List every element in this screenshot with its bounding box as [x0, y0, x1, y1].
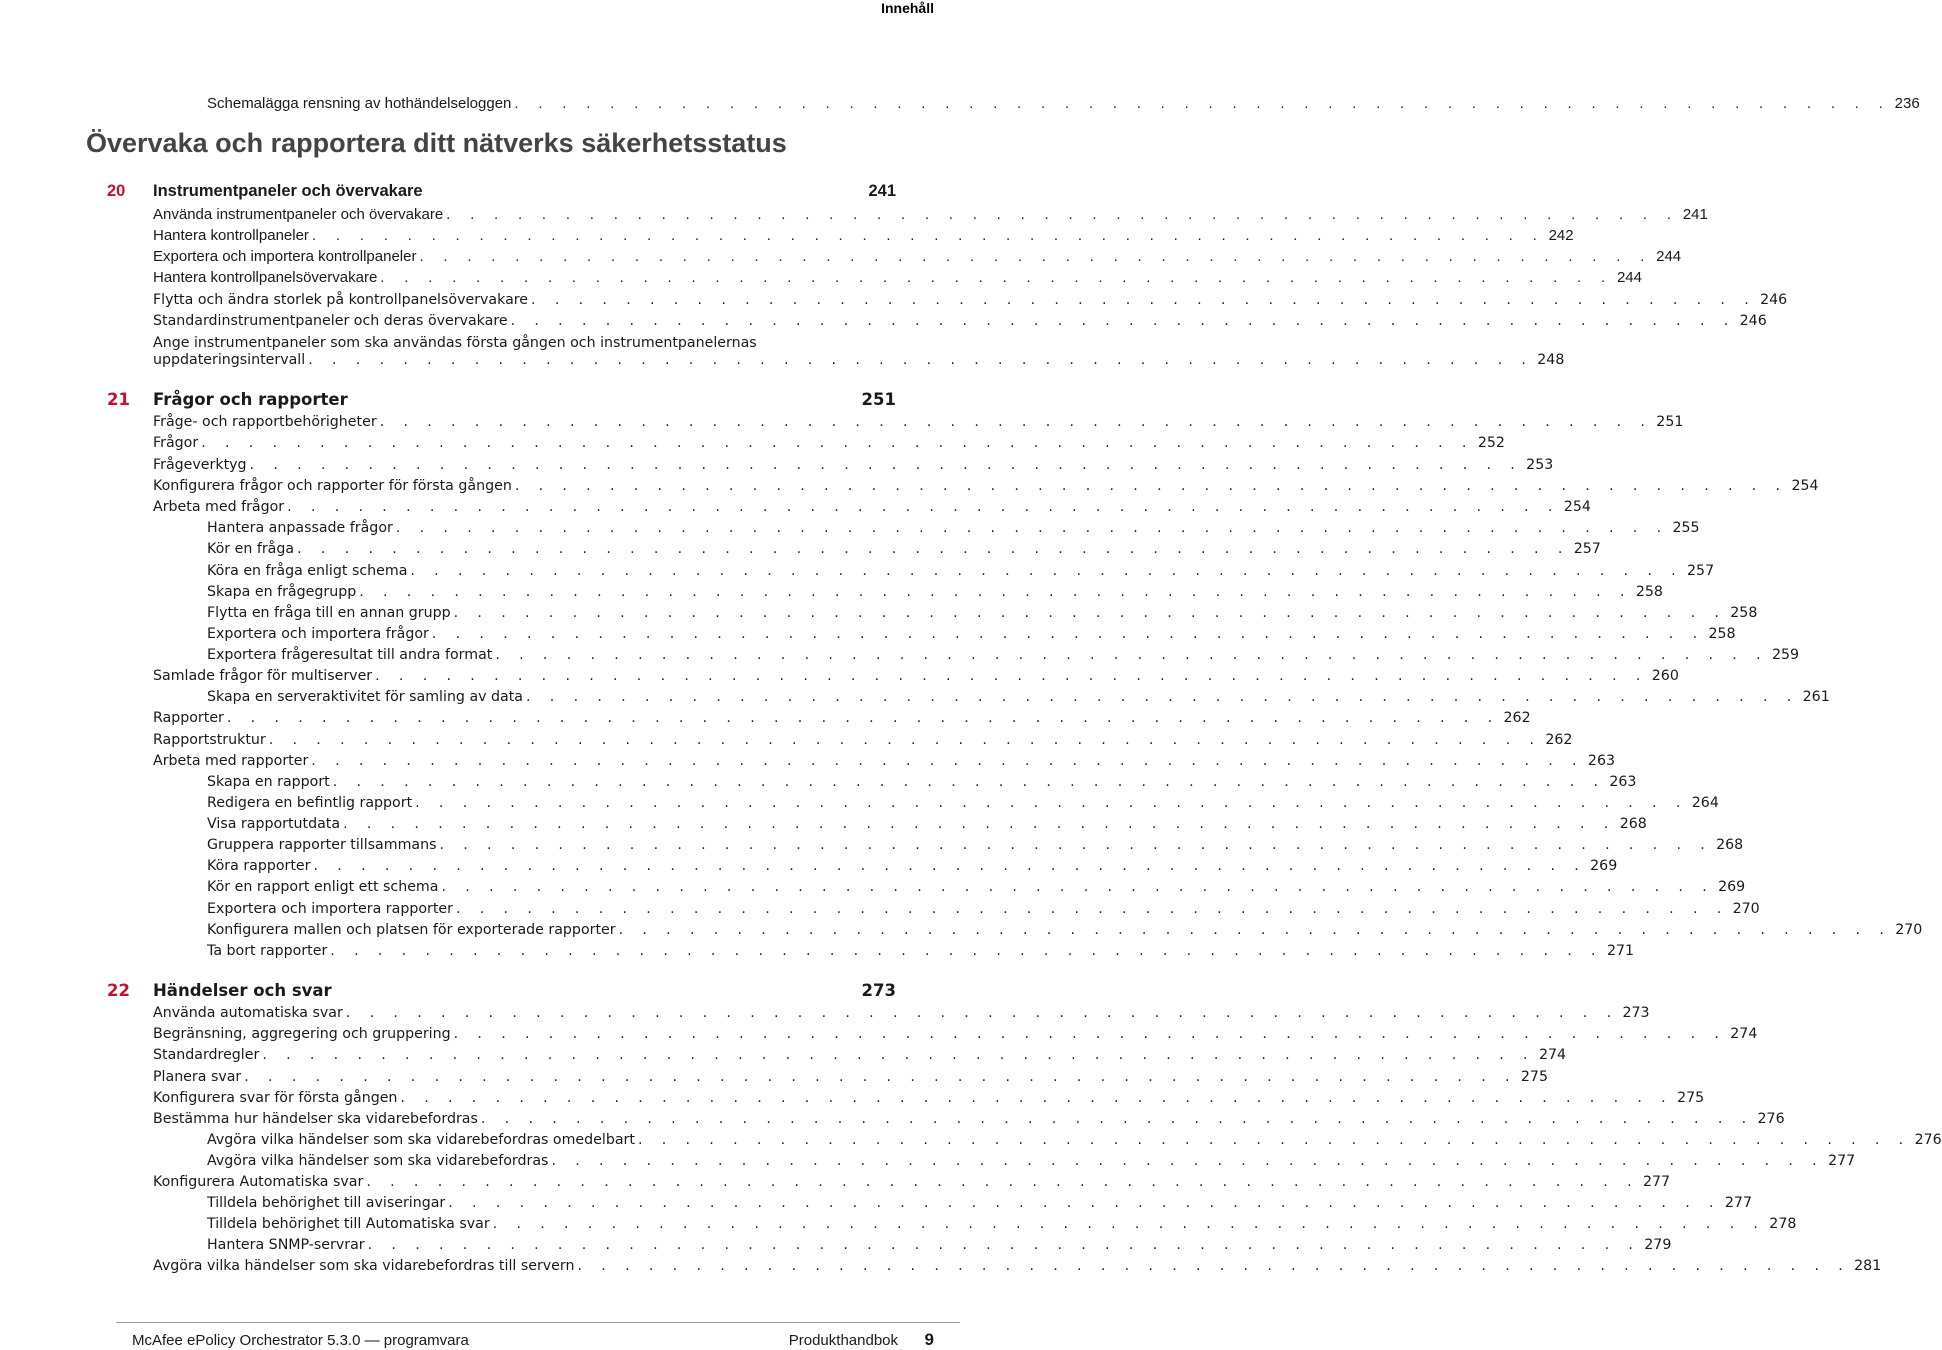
toc-entry-title: Hantera kontrollpanelsövervakare	[153, 269, 378, 286]
toc-entry-title: Hantera SNMP-servrar	[207, 1237, 365, 1253]
toc-entry-page: 269	[1718, 879, 1746, 895]
toc-entry-page: 248	[1537, 352, 1565, 368]
leader-dots: . . . . . . . . . . . . . . . . . . . . . . . . . . . . . . . . . . . . . . . . . . . . . . . . . . . . . .	[514, 478, 1788, 494]
leader-dots: . . . . . . . . . . . . . . . . . . . . . . . . . . . . . . . . . . . . . . . . . . . . . . . . . . . . . .	[201, 435, 1474, 451]
toc-entry[interactable]	[153, 312, 1767, 330]
leader-dots: . . . . . . . . . . . . . . . . . . . . . . . . . . . . . . . . . . . . . . . . . . . . . . . . . . . . . .	[375, 668, 1648, 684]
toc-entry-title: Rapporter	[153, 710, 224, 726]
leader-dots: . . . . . . . . . . . . . . . . . . . . . . . . . . . . . . . . . . . . . . . . . . . . . . . . . . . . . .	[359, 584, 1632, 600]
toc-entry-title: Ta bort rapporter	[207, 943, 328, 959]
toc-entry-page: 236	[1894, 95, 1920, 112]
toc-entry[interactable]	[153, 752, 1616, 770]
toc-entry-title: Avgöra vilka händelser som ska vidarebefordras	[207, 1153, 549, 1169]
toc-entry[interactable]	[207, 794, 1719, 812]
toc-entry[interactable]	[207, 1215, 1797, 1233]
toc-entry-title: Exportera och importera frågor	[207, 626, 429, 642]
chapter-number: 20	[107, 182, 126, 200]
toc-entry-title: Standardinstrumentpaneler och deras övervakare	[153, 313, 508, 329]
leader-dots: . . . . . . . . . . . . . . . . . . . . . . . . . . . . . . . . . . . . . . . . . . . . . . . . . . . . . .	[480, 1111, 1754, 1127]
toc-entry-page: 241	[1682, 206, 1708, 223]
toc-entry-page: 277	[1724, 1195, 1752, 1211]
footer-page-number: 9	[924, 1330, 934, 1349]
toc-entry[interactable]	[207, 815, 1647, 833]
chapter-title: Instrumentpaneler och övervakare	[153, 182, 423, 200]
toc-entry-page: 261	[1802, 689, 1830, 705]
chapter-title: Händelser och svar	[153, 981, 332, 1000]
toc-entry[interactable]	[207, 625, 1736, 643]
part-title: Övervaka och rapportera ditt nätverks säkerhetsstatus	[86, 128, 787, 158]
leader-dots: . . . . . . . . . . . . . . . . . . . . . . . . . . . . . . . . . . . . . . . . . . . . . . . . . . . . . .	[262, 1047, 1535, 1063]
toc-entry-page: 276	[1757, 1111, 1785, 1127]
toc-entry-title-line2: uppdateringsintervall	[153, 352, 306, 368]
running-header: Innehåll	[881, 0, 934, 16]
toc-entry-page: 264	[1691, 795, 1719, 811]
toc-entry-title: Standardregler	[153, 1047, 260, 1063]
toc-entry[interactable]	[153, 1046, 1567, 1064]
chapter-number: 21	[107, 390, 130, 409]
toc-entry[interactable]	[153, 434, 1505, 452]
toc-entry[interactable]	[207, 942, 1635, 960]
toc-entry-title: Kör en rapport enligt ett schema	[207, 879, 439, 895]
toc-entry[interactable]	[207, 1131, 1942, 1149]
toc-entry[interactable]	[153, 206, 1708, 224]
leader-dots: . . . . . . . . . . . . . . . . . . . . . . . . . . . . . . . . . . . . . . . . . . . . . . . . . . . . . .	[410, 563, 1684, 579]
leader-dots: . . . . . . . . . . . . . . . . . . . . . . . . . . . . . . . . . . . . . . . . . . . . . . . . . . . . . .	[367, 1237, 1641, 1253]
toc-entry-title: Använda automatiska svar	[153, 1005, 343, 1021]
leader-dots: . . . . . . . . . . . . . . . . . . . . . . . . . . . . . . . . . . . . . . . . . . . . . . . . . . . . . . . . . .	[514, 95, 1891, 112]
toc-entry[interactable]	[153, 1025, 1758, 1043]
toc-entry-title: Begränsning, aggregering och gruppering	[153, 1026, 451, 1042]
toc-entry[interactable]	[207, 857, 1618, 875]
toc-entry-title: Hantera anpassade frågor	[207, 520, 393, 536]
chapter-heading[interactable]	[107, 981, 896, 1000]
toc-entry[interactable]	[207, 900, 1760, 918]
toc-entry-title: Exportera och importera kontrollpaneler	[153, 248, 417, 265]
toc-entry-title: Köra rapporter	[207, 858, 311, 874]
toc-entry-page: 246	[1760, 292, 1788, 308]
chapter-title: Frågor och rapporter	[153, 390, 348, 409]
leader-dots: . . . . . . . . . . . . . . . . . . . . . . . . . . . . . . . . . . . . . . . . . . . . . . . . . . . .	[510, 313, 1736, 329]
chapter-page: 273	[861, 981, 896, 1000]
toc-entry-page: 274	[1730, 1026, 1758, 1042]
leader-dots: . . . . . . . . . . . . . . . . . . . . . . . . . . . . . . . . . . . . . . . . . . . . . . . . . . . . . .	[249, 457, 1523, 473]
leader-dots: . . . . . . . . . . . . . . . . . . . . . . . . . . . . . . . . . . . . . . . . . . . . . . . . . . . . . .	[287, 499, 1560, 515]
toc-entry-title: Skapa en frågegrupp	[207, 584, 357, 600]
leader-dots: . . . . . . . . . . . . . . . . . . . . . . . . . . . . . . . . . . . . . . . . . . . . . . . . . . . .	[531, 292, 1757, 308]
toc-entry[interactable]	[153, 709, 1531, 727]
toc-entry-page: 279	[1644, 1237, 1672, 1253]
leader-dots: . . . . . . . . . . . . . . . . . . . . . . . . . . . . . . . . . . . . . . . . . . . . . . . . . . . . . .	[345, 1005, 1619, 1021]
toc-entry-title: Exportera och importera rapporter	[207, 901, 453, 917]
toc-entry[interactable]	[153, 1110, 1785, 1128]
toc-entry-title: Arbeta med rapporter	[153, 753, 309, 769]
toc-entry-page: 259	[1771, 647, 1800, 663]
toc-entry-title: Skapa en rapport	[207, 774, 330, 790]
toc-entry-title: Bestämma hur händelser ska vidarebefordras	[153, 1111, 478, 1127]
leader-dots: . . . . . . . . . . . . . . . . . . . . . . . . . . . . . . . . . . . . . . . . . . . . . . . . . . . . . .	[297, 541, 1570, 557]
toc-entry-title: Konfigurera svar för första gången	[153, 1090, 398, 1106]
leader-dots: . . . . . . . . . . . . . . . . . . . . . . . . . . . . . . . . . . . . . . . . . . . . . . . . . . . . . .	[577, 1258, 1851, 1274]
toc-entry-page: 268	[1619, 816, 1647, 832]
leader-dots: . . . . . . . . . . . . . . . . . . . . . . . . . . . . . . . . . . . . . . . . . . . . . . . . . . . . . .	[330, 943, 1603, 959]
leader-dots: . . . . . . . . . . . . . . . . . . . . . . . . . . . . . . . . . . . . . . . . . . . . . . . . . . . . . .	[343, 816, 1616, 832]
toc-entry[interactable]	[153, 413, 1684, 431]
toc-entry-page: 271	[1606, 943, 1635, 959]
toc-entry-title: Planera svar	[153, 1069, 242, 1085]
toc-entry-page: 263	[1609, 774, 1637, 790]
toc-entry-title: Hantera kontrollpaneler	[153, 227, 309, 244]
toc-entry-page: 274	[1538, 1047, 1567, 1063]
toc-entry-title: Samlade frågor för multiserver	[153, 668, 373, 684]
footer-doc-title: Produkthandbok	[788, 1332, 898, 1349]
toc-entry-page: 252	[1477, 435, 1505, 451]
toc-entry[interactable]	[153, 1257, 1882, 1275]
toc-entry-page: 275	[1677, 1090, 1705, 1106]
toc-entry-page: 263	[1587, 753, 1616, 769]
toc-entry-title: Avgöra vilka händelser som ska vidarebefordras omedelbart	[207, 1132, 635, 1148]
leader-dots: . . . . . . . . . . . . . . . . . . . . . . . . . . . . . . . . . . . . . . . . . . . . . . . . . . . . . .	[637, 1132, 1911, 1148]
leader-dots: . . . . . . . . . . . . . . . . . . . . . . . . . . . . . . . . . . . . . . . . . . . . . . . . . . . . . .	[244, 1069, 1517, 1085]
toc-entry-page: 254	[1563, 499, 1591, 515]
leader-dots: . . . . . . . . . . . . . . . . . . . . . . . . . . . . . . . . . . . . . . . . . . . . . . . . . . . . . .	[415, 795, 1688, 811]
toc-entry-title: Schemalägga rensning av hothändelseloggen	[207, 95, 512, 112]
toc-entry-title: Flytta en fråga till en annan grupp	[207, 605, 451, 621]
leader-dots: . . . . . . . . . . . . . . . . . . . . . . . . . . . . . . . . . . . . . . . . . . . . . . . . . . . .	[446, 206, 1679, 223]
toc-entry-title: Avgöra vilka händelser som ska vidarebefordras till servern	[153, 1258, 575, 1274]
chapter-number: 22	[107, 981, 130, 1000]
leader-dots: . . . . . . . . . . . . . . . . . . . . . . . . . . . . . . . . . . . . . . . . . . . . . . . . . . . .	[311, 227, 1545, 244]
toc-entry-title: Köra en fråga enligt schema	[207, 563, 408, 579]
toc-entry-title: Frågeverktyg	[153, 457, 247, 473]
toc-entry-title: Fråge- och rapportbehörigheter	[153, 414, 377, 430]
toc-entry-page: 268	[1716, 837, 1744, 853]
leader-dots: . . . . . . . . . . . . . . . . . . . . . . . . . . . . . . . . . . . . . . . . . . . . . . . . . . . . . .	[332, 774, 1606, 790]
toc-entry-page: 277	[1642, 1174, 1671, 1190]
leader-dots: . . . . . . . . . . . . . . . . . . . . . . . . . . . . . . . . . . . . . . . . . . . . . . . . . . . . . .	[453, 605, 1727, 621]
toc-entry-title: Tilldela behörighet till aviseringar	[207, 1195, 446, 1211]
leader-dots: . . . . . . . . . . . . . . . . . . . . . . . . . . . . . . . . . . . . . . . . . . . . . . . . . . . . . .	[379, 414, 1653, 430]
toc-entry-page: 257	[1687, 563, 1715, 579]
toc-entry-page: 251	[1656, 414, 1684, 430]
footer-product: McAfee ePolicy Orchestrator 5.3.0 — programvara	[132, 1332, 469, 1349]
toc-entry[interactable]	[207, 1152, 1856, 1170]
toc-entry[interactable]	[207, 646, 1800, 664]
toc-entry-title: Konfigurera frågor och rapporter för första gången	[153, 478, 512, 494]
toc-entry[interactable]	[207, 562, 1715, 580]
toc-entry[interactable]	[153, 248, 1682, 266]
toc-entry[interactable]	[153, 269, 1642, 287]
toc-entry[interactable]	[207, 878, 1746, 896]
toc-entry[interactable]	[207, 836, 1744, 854]
chapter-heading[interactable]	[107, 182, 896, 201]
toc-entry-page: 255	[1672, 520, 1700, 536]
toc-entry[interactable]	[153, 667, 1679, 685]
leader-dots: . . . . . . . . . . . . . . . . . . . . . . . . . . . . . . . . . . . . . . . . . . . . . . . . . . . . . .	[441, 879, 1715, 895]
toc-entry-page: 257	[1573, 541, 1601, 557]
leader-dots: . . . . . . . . . . . . . . . . . . . . . . . . . . . . . . . . . . . . . . . . . . . . . . . . . . . . . .	[313, 858, 1587, 874]
toc-entry-title: Exportera frågeresultat till andra format	[207, 647, 493, 663]
toc-entry-page: 262	[1545, 732, 1573, 748]
toc-entry-title: Flytta och ändra storlek på kontrollpanelsövervakare	[153, 292, 529, 308]
leader-dots: . . . . . . . . . . . . . . . . . . . . . . . . . . . . . . . . . . . . . . . . . . . . . . . . . . . . . .	[526, 689, 1799, 705]
chapter-heading[interactable]	[107, 390, 896, 409]
leader-dots: . . . . . . . . . . . . . . . . . . . . . . . . . . . . . . . . . . . . . . . . . . . . . . . . . . . . . .	[311, 753, 1584, 769]
leader-dots: . . . . . . . . . . . . . . . . . . . . . . . . . . . . . . . . . . . . . . . . . . . . . . . . . . . . . .	[448, 1195, 1721, 1211]
toc-entry-page: 258	[1730, 605, 1758, 621]
toc-entry[interactable]	[207, 540, 1601, 558]
toc-entry-page: 278	[1769, 1216, 1797, 1232]
toc-entry[interactable]	[153, 1089, 1705, 1107]
toc-entry-page: 277	[1828, 1153, 1856, 1169]
toc-entry-title: Konfigurera mallen och platsen för exporterade rapporter	[207, 922, 616, 938]
chapter-page: 241	[868, 182, 896, 200]
toc-entry-page: 276	[1914, 1132, 1942, 1148]
toc-entry-title: Redigera en befintlig rapport	[207, 795, 413, 811]
toc-entry-page: 275	[1520, 1069, 1548, 1085]
toc-entry-title: Använda instrumentpaneler och övervakare	[153, 206, 444, 223]
toc-entry[interactable]	[153, 227, 1574, 245]
leader-dots: . . . . . . . . . . . . . . . . . . . . . . . . . . . . . . . . . . . . . . . . . . . . . . . . . . . . . .	[395, 520, 1669, 536]
footer-divider	[116, 1322, 960, 1323]
toc-entry[interactable]	[207, 688, 1830, 706]
toc-entry-title: Frågor	[153, 435, 199, 451]
toc-entry[interactable]	[153, 1004, 1650, 1022]
chapter-page: 251	[861, 390, 896, 409]
toc-entry[interactable]	[207, 773, 1637, 791]
toc-entry-page: 281	[1854, 1258, 1882, 1274]
leader-dots: . . . . . . . . . . . . . . . . . . . . . . . . . . . . . . . . . . . . . . . . . . . . . . . . . . . .	[308, 352, 1534, 368]
toc-entry-page: 258	[1635, 584, 1663, 600]
toc-entry[interactable]	[153, 1068, 1548, 1086]
toc-entry-title: Gruppera rapporter tillsammans	[207, 837, 437, 853]
toc-entry-title: Arbeta med frågor	[153, 499, 285, 515]
leader-dots: . . . . . . . . . . . . . . . . . . . . . . . . . . . . . . . . . . . . . . . . . . . . . . . . . . . . . .	[492, 1216, 1766, 1232]
toc-entry[interactable]	[207, 519, 1700, 537]
leader-dots: . . . . . . . . . . . . . . . . . . . . . . . . . . . . . . . . . . . . . . . . . . . . . . . . . . . . . .	[618, 922, 1892, 938]
toc-entry[interactable]	[153, 731, 1573, 749]
toc-entry-page: 254	[1791, 478, 1819, 494]
toc-entry[interactable]	[207, 583, 1663, 601]
leader-dots: . . . . . . . . . . . . . . . . . . . . . . . . . . . . . . . . . . . . . . . . . . . . . . . . . . . . . .	[453, 1026, 1727, 1042]
leader-dots: . . . . . . . . . . . . . . . . . . . . . . . . . . . . . . . . . . . . . . . . . . . . . . . . . . . . . .	[495, 647, 1768, 663]
toc-entry[interactable]	[207, 95, 1920, 113]
toc-entry-page: 244	[1616, 269, 1642, 286]
toc-entry[interactable]	[207, 604, 1758, 622]
toc-entry-page: 246	[1739, 313, 1767, 329]
toc-entry-page: 242	[1548, 227, 1574, 244]
leader-dots: . . . . . . . . . . . . . . . . . . . . . . . . . . . . . . . . . . . . . . . . . . . . . . . . . . . .	[380, 269, 1613, 286]
toc-entry[interactable]	[153, 498, 1591, 516]
toc-entry-page: 262	[1503, 710, 1531, 726]
leader-dots: . . . . . . . . . . . . . . . . . . . . . . . . . . . . . . . . . . . . . . . . . . . . . . . . . . . . . .	[268, 732, 1542, 748]
toc-entry-page: 260	[1651, 668, 1679, 684]
toc-entry-title: Kör en fråga	[207, 541, 295, 557]
toc-entry-page: 270	[1895, 922, 1923, 938]
leader-dots: . . . . . . . . . . . . . . . . . . . . . . . . . . . . . . . . . . . . . . . . . . . . . . . . . . . . . .	[226, 710, 1500, 726]
toc-entry[interactable]	[153, 477, 1819, 495]
toc-entry[interactable]	[207, 1236, 1672, 1254]
toc-entry[interactable]	[153, 291, 1788, 309]
leader-dots: . . . . . . . . . . . . . . . . . . . . . . . . . . . . . . . . . . . . . . . . . . . . . . . . . . . . . .	[551, 1153, 1825, 1169]
toc-entry-page: 253	[1526, 457, 1554, 473]
leader-dots: . . . . . . . . . . . . . . . . . . . . . . . . . . . . . . . . . . . . . . . . . . . . . . . . . . . . . .	[455, 901, 1729, 917]
toc-entry[interactable]	[153, 456, 1554, 474]
toc-entry-page: 273	[1622, 1005, 1650, 1021]
leader-dots: . . . . . . . . . . . . . . . . . . . . . . . . . . . . . . . . . . . . . . . . . . . . . . . . . . . . . .	[366, 1174, 1639, 1190]
toc-entry[interactable]	[207, 1194, 1752, 1212]
toc-entry-page: 258	[1708, 626, 1736, 642]
leader-dots: . . . . . . . . . . . . . . . . . . . . . . . . . . . . . . . . . . . . . . . . . . . . . . . . . . . .	[419, 248, 1653, 265]
toc-entry-page: 269	[1590, 858, 1618, 874]
toc-entry-page: 244	[1656, 248, 1682, 265]
leader-dots: . . . . . . . . . . . . . . . . . . . . . . . . . . . . . . . . . . . . . . . . . . . . . . . . . . . . . .	[439, 837, 1713, 853]
toc-entry-title-line1: Ange instrumentpaneler som ska användas första gången och instrumentpanelernas	[153, 335, 757, 351]
toc-entry-title: Rapportstruktur	[153, 732, 266, 748]
leader-dots: . . . . . . . . . . . . . . . . . . . . . . . . . . . . . . . . . . . . . . . . . . . . . . . . . . . . . .	[400, 1090, 1674, 1106]
toc-entry-page: 270	[1732, 901, 1760, 917]
toc-entry-title: Konfigurera Automatiska svar	[153, 1174, 364, 1190]
toc-entry-title: Visa rapportutdata	[207, 816, 341, 832]
leader-dots: . . . . . . . . . . . . . . . . . . . . . . . . . . . . . . . . . . . . . . . . . . . . . . . . . . . . . .	[431, 626, 1705, 642]
toc-entry[interactable]	[207, 921, 1923, 939]
toc-entry[interactable]	[153, 351, 1565, 369]
toc-entry-title: Skapa en serveraktivitet för samling av data	[207, 689, 524, 705]
toc-entry-title: Tilldela behörighet till Automatiska svar	[207, 1216, 490, 1232]
toc-entry[interactable]	[153, 1173, 1671, 1191]
